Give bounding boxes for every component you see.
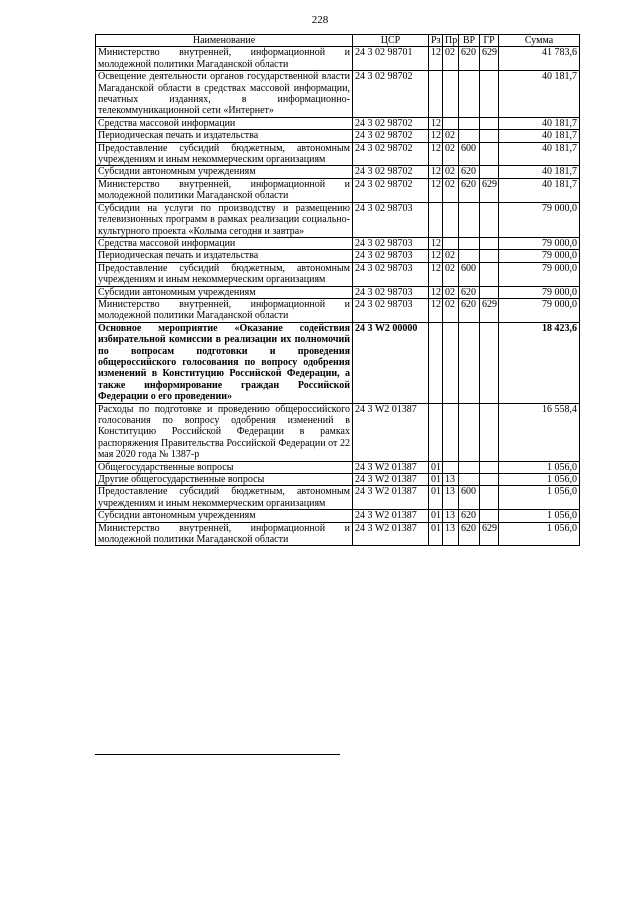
cell-sum: 40 181,7 xyxy=(499,130,580,142)
cell-csr: 24 3 W2 01387 xyxy=(353,461,429,473)
cell-sum: 79 000,0 xyxy=(499,262,580,286)
cell-csr: 24 3 W2 01387 xyxy=(353,403,429,461)
cell-gr: 629 xyxy=(480,298,499,322)
table-row xyxy=(96,322,580,403)
cell-gr: 629 xyxy=(480,178,499,202)
header-gr: ГР xyxy=(480,35,499,47)
cell-rz xyxy=(429,322,443,403)
cell-sum: 40 181,7 xyxy=(499,142,580,166)
header-pr: Пр xyxy=(443,35,459,47)
cell-pr: 02 xyxy=(443,130,459,142)
cell-csr: 24 3 02 98703 xyxy=(353,237,429,249)
cell-sum: 40 181,7 xyxy=(499,117,580,129)
cell-gr xyxy=(480,130,499,142)
cell-gr xyxy=(480,403,499,461)
cell-sum: 79 000,0 xyxy=(499,202,580,237)
cell-pr xyxy=(443,403,459,461)
table-row xyxy=(96,237,580,249)
cell-pr: 02 xyxy=(443,47,459,71)
cell-pr xyxy=(443,237,459,249)
cell-csr: 24 3 W2 01387 xyxy=(353,486,429,510)
cell-vr: 620 xyxy=(459,522,480,546)
cell-name: Субсидии автономным учреждениям xyxy=(96,286,353,298)
cell-vr: 620 xyxy=(459,178,480,202)
header-name: Наименование xyxy=(96,35,353,47)
page-number: 228 xyxy=(311,14,329,26)
cell-name: Средства массовой информации xyxy=(96,117,353,129)
cell-name: Министерство внутренней, информационной и молодежной политики Магаданской области xyxy=(96,522,353,546)
cell-sum: 1 056,0 xyxy=(499,522,580,546)
header-csr: ЦСР xyxy=(353,35,429,47)
cell-name: Предоставление субсидий бюджетным, автономным учреждениям и иным некоммерческим организациям xyxy=(96,142,353,166)
cell-rz: 01 xyxy=(429,461,443,473)
cell-rz: 12 xyxy=(429,117,443,129)
budget-table xyxy=(95,34,580,546)
table-row xyxy=(96,403,580,461)
cell-pr: 02 xyxy=(443,178,459,202)
cell-gr xyxy=(480,250,499,262)
cell-pr xyxy=(443,71,459,118)
table-row xyxy=(96,510,580,522)
table-body xyxy=(96,47,580,546)
cell-vr xyxy=(459,474,480,486)
cell-vr xyxy=(459,71,480,118)
cell-csr: 24 3 02 98702 xyxy=(353,142,429,166)
cell-csr: 24 3 W2 01387 xyxy=(353,522,429,546)
cell-sum: 1 056,0 xyxy=(499,461,580,473)
table-row xyxy=(96,142,580,166)
cell-pr xyxy=(443,117,459,129)
cell-sum: 1 056,0 xyxy=(499,486,580,510)
table-row xyxy=(96,130,580,142)
cell-vr xyxy=(459,403,480,461)
table-row xyxy=(96,202,580,237)
cell-vr xyxy=(459,250,480,262)
cell-rz: 12 xyxy=(429,286,443,298)
cell-pr: 02 xyxy=(443,166,459,178)
cell-rz: 01 xyxy=(429,522,443,546)
cell-gr xyxy=(480,166,499,178)
cell-rz xyxy=(429,202,443,237)
cell-rz: 12 xyxy=(429,178,443,202)
table-row xyxy=(96,486,580,510)
cell-vr: 620 xyxy=(459,286,480,298)
cell-pr: 02 xyxy=(443,142,459,166)
table-row xyxy=(96,461,580,473)
cell-name: Министерство внутренней, информационной и молодежной политики Магаданской области xyxy=(96,178,353,202)
cell-name: Предоставление субсидий бюджетным, автономным учреждениям и иным некоммерческим организациям xyxy=(96,486,353,510)
cell-csr: 24 3 02 98703 xyxy=(353,250,429,262)
cell-sum: 1 056,0 xyxy=(499,474,580,486)
cell-pr: 02 xyxy=(443,250,459,262)
cell-gr xyxy=(480,117,499,129)
cell-rz: 12 xyxy=(429,130,443,142)
cell-csr: 24 3 02 98703 xyxy=(353,262,429,286)
cell-pr: 13 xyxy=(443,522,459,546)
cell-rz: 01 xyxy=(429,486,443,510)
cell-pr: 13 xyxy=(443,474,459,486)
cell-vr: 600 xyxy=(459,262,480,286)
cell-sum: 40 181,7 xyxy=(499,71,580,118)
cell-name: Общегосударственные вопросы xyxy=(96,461,353,473)
cell-csr: 24 3 02 98702 xyxy=(353,130,429,142)
cell-rz: 01 xyxy=(429,474,443,486)
cell-rz: 12 xyxy=(429,250,443,262)
table-row xyxy=(96,166,580,178)
cell-sum: 79 000,0 xyxy=(499,237,580,249)
cell-pr: 02 xyxy=(443,262,459,286)
cell-gr xyxy=(480,71,499,118)
cell-csr: 24 3 02 98703 xyxy=(353,298,429,322)
cell-pr: 02 xyxy=(443,298,459,322)
cell-vr xyxy=(459,117,480,129)
cell-csr: 24 3 02 98702 xyxy=(353,178,429,202)
cell-pr xyxy=(443,322,459,403)
cell-vr: 620 xyxy=(459,510,480,522)
cell-csr: 24 3 02 98701 xyxy=(353,47,429,71)
cell-rz: 12 xyxy=(429,237,443,249)
footnote-divider xyxy=(95,754,340,755)
cell-gr xyxy=(480,322,499,403)
cell-csr: 24 3 W2 01387 xyxy=(353,474,429,486)
cell-vr: 620 xyxy=(459,298,480,322)
cell-name: Субсидии автономным учреждениям xyxy=(96,166,353,178)
header-sum: Сумма xyxy=(499,35,580,47)
cell-pr xyxy=(443,461,459,473)
cell-csr: 24 3 02 98702 xyxy=(353,117,429,129)
cell-sum: 79 000,0 xyxy=(499,286,580,298)
cell-sum: 41 783,6 xyxy=(499,47,580,71)
cell-csr: 24 3 02 98702 xyxy=(353,71,429,118)
cell-name: Периодическая печать и издательства xyxy=(96,130,353,142)
cell-gr xyxy=(480,510,499,522)
table-row xyxy=(96,286,580,298)
table-row xyxy=(96,250,580,262)
cell-csr: 24 3 W2 00000 xyxy=(353,322,429,403)
cell-sum: 40 181,7 xyxy=(499,166,580,178)
cell-name: Расходы по подготовке и проведению общероссийского голосования по вопросу одобрения изменений в Конституцию Российской Федерации в рамках распоряжения Правительства Российской Федерации от 22 мая 2020 года № 1387-р xyxy=(96,403,353,461)
cell-vr xyxy=(459,461,480,473)
cell-csr: 24 3 02 98702 xyxy=(353,166,429,178)
cell-sum: 1 056,0 xyxy=(499,510,580,522)
cell-vr xyxy=(459,202,480,237)
cell-gr xyxy=(480,286,499,298)
cell-vr xyxy=(459,130,480,142)
cell-vr: 600 xyxy=(459,486,480,510)
cell-rz xyxy=(429,71,443,118)
cell-rz: 12 xyxy=(429,142,443,166)
cell-csr: 24 3 W2 01387 xyxy=(353,510,429,522)
cell-rz: 12 xyxy=(429,166,443,178)
cell-name: Освещение деятельности органов государственной власти Магаданской области в средствах массовой информации, печатных изданиях, в информационно-телекоммуникационной сети «Интернет» xyxy=(96,71,353,118)
header-vr: ВР xyxy=(459,35,480,47)
cell-pr: 13 xyxy=(443,510,459,522)
cell-vr: 620 xyxy=(459,166,480,178)
table-row xyxy=(96,178,580,202)
cell-rz: 01 xyxy=(429,510,443,522)
cell-csr: 24 3 02 98703 xyxy=(353,202,429,237)
cell-vr xyxy=(459,322,480,403)
cell-rz: 12 xyxy=(429,47,443,71)
cell-name: Основное мероприятие «Оказание содействия избирательной комиссии в реализации их полномочий по вопросам подготовки и проведения общероссийского голосования по вопросу одобрения изменений в Конституцию Российской Федерации, а также информирование граждан Российской Федерации о его проведении» xyxy=(96,322,353,403)
table-row xyxy=(96,71,580,118)
cell-gr xyxy=(480,461,499,473)
cell-gr xyxy=(480,486,499,510)
cell-rz: 12 xyxy=(429,298,443,322)
table-row xyxy=(96,262,580,286)
table-row xyxy=(96,522,580,546)
cell-vr xyxy=(459,237,480,249)
cell-gr xyxy=(480,474,499,486)
cell-sum: 40 181,7 xyxy=(499,178,580,202)
cell-gr xyxy=(480,202,499,237)
cell-sum: 79 000,0 xyxy=(499,250,580,262)
cell-name: Другие общегосударственные вопросы xyxy=(96,474,353,486)
cell-name: Министерство внутренней, информационной и молодежной политики Магаданской области xyxy=(96,298,353,322)
cell-name: Периодическая печать и издательства xyxy=(96,250,353,262)
table-row xyxy=(96,117,580,129)
cell-vr: 620 xyxy=(459,47,480,71)
cell-name: Средства массовой информации xyxy=(96,237,353,249)
header-rz: Рз xyxy=(429,35,443,47)
cell-pr: 13 xyxy=(443,486,459,510)
cell-rz: 12 xyxy=(429,262,443,286)
cell-pr: 02 xyxy=(443,286,459,298)
cell-gr: 629 xyxy=(480,47,499,71)
cell-gr: 629 xyxy=(480,522,499,546)
table-row xyxy=(96,47,580,71)
cell-name: Предоставление субсидий бюджетным, автономным учреждениям и иным некоммерческим организациям xyxy=(96,262,353,286)
cell-sum: 18 423,6 xyxy=(499,322,580,403)
cell-name: Субсидии на услуги по производству и размещению телевизионных программ в рамках реализации социально-культурного проекта «Колыма сегодня и завтра» xyxy=(96,202,353,237)
cell-name: Министерство внутренней, информационной и молодежной политики Магаданской области xyxy=(96,47,353,71)
cell-name: Субсидии автономным учреждениям xyxy=(96,510,353,522)
cell-gr xyxy=(480,237,499,249)
table-row xyxy=(96,298,580,322)
cell-rz xyxy=(429,403,443,461)
cell-vr: 600 xyxy=(459,142,480,166)
cell-gr xyxy=(480,262,499,286)
cell-sum: 79 000,0 xyxy=(499,298,580,322)
cell-sum: 16 558,4 xyxy=(499,403,580,461)
cell-csr: 24 3 02 98703 xyxy=(353,286,429,298)
cell-gr xyxy=(480,142,499,166)
cell-pr xyxy=(443,202,459,237)
table-header-row xyxy=(96,35,580,47)
table-row xyxy=(96,474,580,486)
